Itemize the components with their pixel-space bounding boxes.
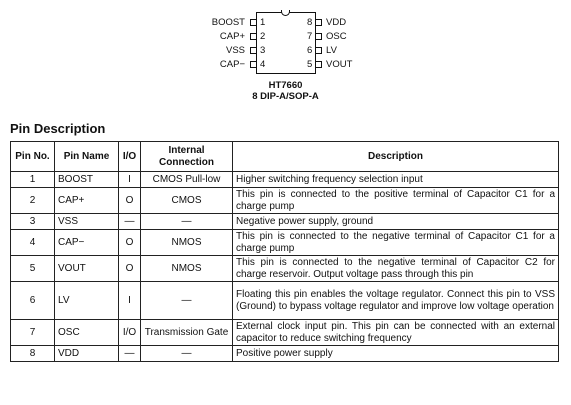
cell-pin-no: 2 — [11, 188, 55, 214]
header-pin-no: Pin No. — [11, 142, 55, 172]
pin-label-1: BOOST — [211, 17, 245, 28]
pin-number-1: 1 — [260, 17, 266, 28]
cell-pin-no: 1 — [11, 172, 55, 188]
cell-description: External clock input pin. This pin can be connected with an external capacitor to reduce switching frequency — [233, 320, 559, 346]
pin-number-7: 7 — [307, 31, 313, 42]
cell-io: I — [119, 172, 141, 188]
cell-pin-no: 8 — [11, 346, 55, 362]
chip-pinout-diagram — [0, 0, 571, 110]
pin-label-5: VOUT — [326, 59, 353, 70]
cell-io: I/O — [119, 320, 141, 346]
cell-internal-connection: CMOS Pull-low — [141, 172, 233, 188]
pin-number-5: 5 — [307, 59, 313, 70]
table-row — [11, 320, 559, 346]
pin-number-2: 2 — [260, 31, 266, 42]
cell-description: Positive power supply — [233, 346, 559, 362]
cell-description: Higher switching frequency selection input — [233, 172, 559, 188]
pin-label-3: VSS — [225, 45, 245, 56]
pin-label-6: LV — [326, 45, 337, 56]
pin-label-2: CAP+ — [219, 31, 245, 42]
cell-io: — — [119, 346, 141, 362]
cell-pin-name: VSS — [55, 214, 119, 230]
header-description: Description — [233, 142, 559, 172]
cell-io: I — [119, 282, 141, 320]
cell-pin-no: 6 — [11, 282, 55, 320]
pin-label-8: VDD — [326, 17, 347, 28]
table-header-row — [11, 142, 559, 172]
pin-box-8 — [315, 19, 322, 26]
pin-label-4: CAP− — [219, 59, 245, 70]
chip-package: 8 DIP-A/SOP-A — [252, 91, 319, 102]
cell-pin-no: 7 — [11, 320, 55, 346]
cell-internal-connection: NMOS — [141, 256, 233, 282]
cell-pin-name: CAP+ — [55, 188, 119, 214]
pin-box-3 — [250, 47, 257, 54]
pin-description-table — [10, 141, 559, 362]
pin-box-4 — [250, 61, 257, 68]
cell-internal-connection: CMOS — [141, 188, 233, 214]
table-row — [11, 172, 559, 188]
cell-description: Negative power supply, ground — [233, 214, 559, 230]
cell-io: O — [119, 230, 141, 256]
cell-pin-no: 3 — [11, 214, 55, 230]
cell-internal-connection: NMOS — [141, 230, 233, 256]
cell-description: This pin is connected to the positive terminal of Capacitor C1 for a charge pump — [233, 188, 559, 214]
pin-label-7: OSC — [326, 31, 347, 42]
cell-internal-connection: — — [141, 282, 233, 320]
cell-internal-connection: Transmission Gate — [141, 320, 233, 346]
pin-box-1 — [250, 19, 257, 26]
cell-pin-name: VOUT — [55, 256, 119, 282]
section-title: Pin Description — [10, 121, 106, 136]
pin-number-6: 6 — [307, 45, 313, 56]
pin-box-7 — [315, 33, 322, 40]
cell-pin-no: 4 — [11, 230, 55, 256]
table-row — [11, 230, 559, 256]
cell-pin-name: VDD — [55, 346, 119, 362]
cell-io: O — [119, 256, 141, 282]
cell-internal-connection: — — [141, 214, 233, 230]
cell-pin-name: LV — [55, 282, 119, 320]
pin-number-4: 4 — [260, 59, 266, 70]
cell-internal-connection: — — [141, 346, 233, 362]
cell-io: — — [119, 214, 141, 230]
table-row — [11, 188, 559, 214]
table-row — [11, 282, 559, 320]
cell-description: This pin is connected to the negative terminal of Capacitor C1 for a charge pump — [233, 230, 559, 256]
cell-pin-no: 5 — [11, 256, 55, 282]
table-row — [11, 346, 559, 362]
pin-box-6 — [315, 47, 322, 54]
cell-pin-name: OSC — [55, 320, 119, 346]
pin-number-3: 3 — [260, 45, 266, 56]
table-row — [11, 256, 559, 282]
cell-io: O — [119, 188, 141, 214]
pin-number-8: 8 — [307, 17, 313, 28]
cell-pin-name: CAP− — [55, 230, 119, 256]
pin-box-5 — [315, 61, 322, 68]
header-io: I/O — [119, 142, 141, 172]
header-internal-connection: Internal Connection — [141, 142, 233, 172]
table-row — [11, 214, 559, 230]
cell-description: Floating this pin enables the voltage regulator. Connect this pin to VSS (Ground) to bypass voltage regulator and improve low voltage operation — [233, 282, 559, 320]
cell-pin-name: BOOST — [55, 172, 119, 188]
pin-box-2 — [250, 33, 257, 40]
cell-description: This pin is connected to the negative terminal of Capacitor C2 for charge reservoir. Output voltage pass through this pin — [233, 256, 559, 282]
chip-name: HT7660 — [268, 80, 303, 91]
header-pin-name: Pin Name — [55, 142, 119, 172]
